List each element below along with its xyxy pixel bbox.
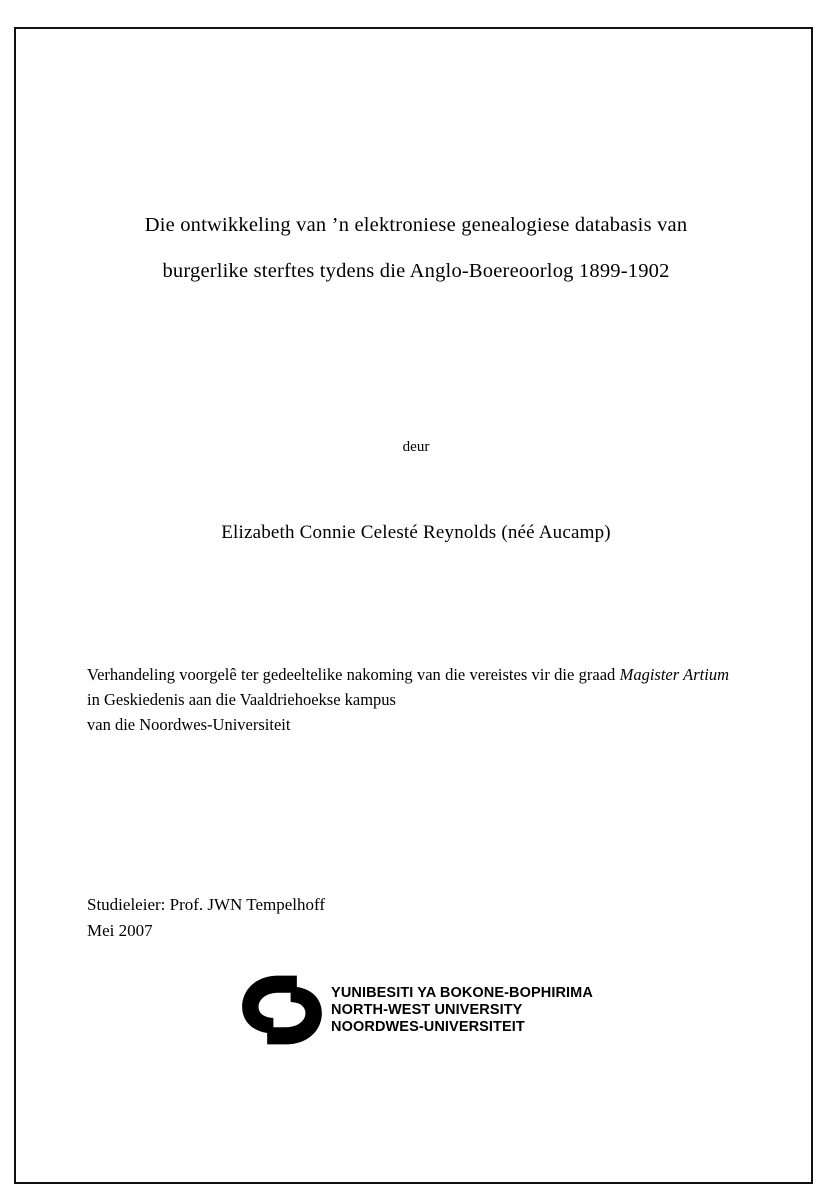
title-line-1: Die ontwikkeling van ’n elektroniese genealogiese databasis van <box>144 214 688 236</box>
supervisor-line: Studieleier: Prof. JWN Tempelhoff <box>87 895 326 914</box>
degree-name: Magister Artium <box>619 665 729 684</box>
date-line: Mei 2007 <box>87 921 153 940</box>
title-line-2: burgerlike sterftes tydens die Anglo-Boereoorlog 1899-1902 <box>162 260 670 282</box>
logo-line-3: NOORDWES-UNIVERSITEIT <box>331 1018 525 1035</box>
by-label: deur <box>402 439 430 455</box>
logo-text-block <box>331 985 593 1036</box>
supervisor-block <box>87 892 587 944</box>
page-title <box>86 202 746 294</box>
statement-part-2: in Geskiedenis aan die Vaaldriehoekse kampus <box>87 690 396 709</box>
statement-part-1: Verhandeling voorgelê ter gedeeltelike nakoming van die vereistes vir die graad <box>87 665 620 684</box>
university-logo <box>86 972 746 1048</box>
nwu-logo-icon <box>239 972 325 1048</box>
degree-statement <box>87 662 729 737</box>
author-name: Elizabeth Connie Celesté Reynolds (néé Aucamp) <box>221 522 611 543</box>
statement-part-3: van die Noordwes-Universiteit <box>87 715 291 734</box>
logo-line-1: YUNIBESITI YA BOKONE-BOPHIRIMA <box>331 984 593 1001</box>
page-content <box>86 27 746 1184</box>
logo-line-2: NORTH-WEST UNIVERSITY <box>331 1001 523 1018</box>
